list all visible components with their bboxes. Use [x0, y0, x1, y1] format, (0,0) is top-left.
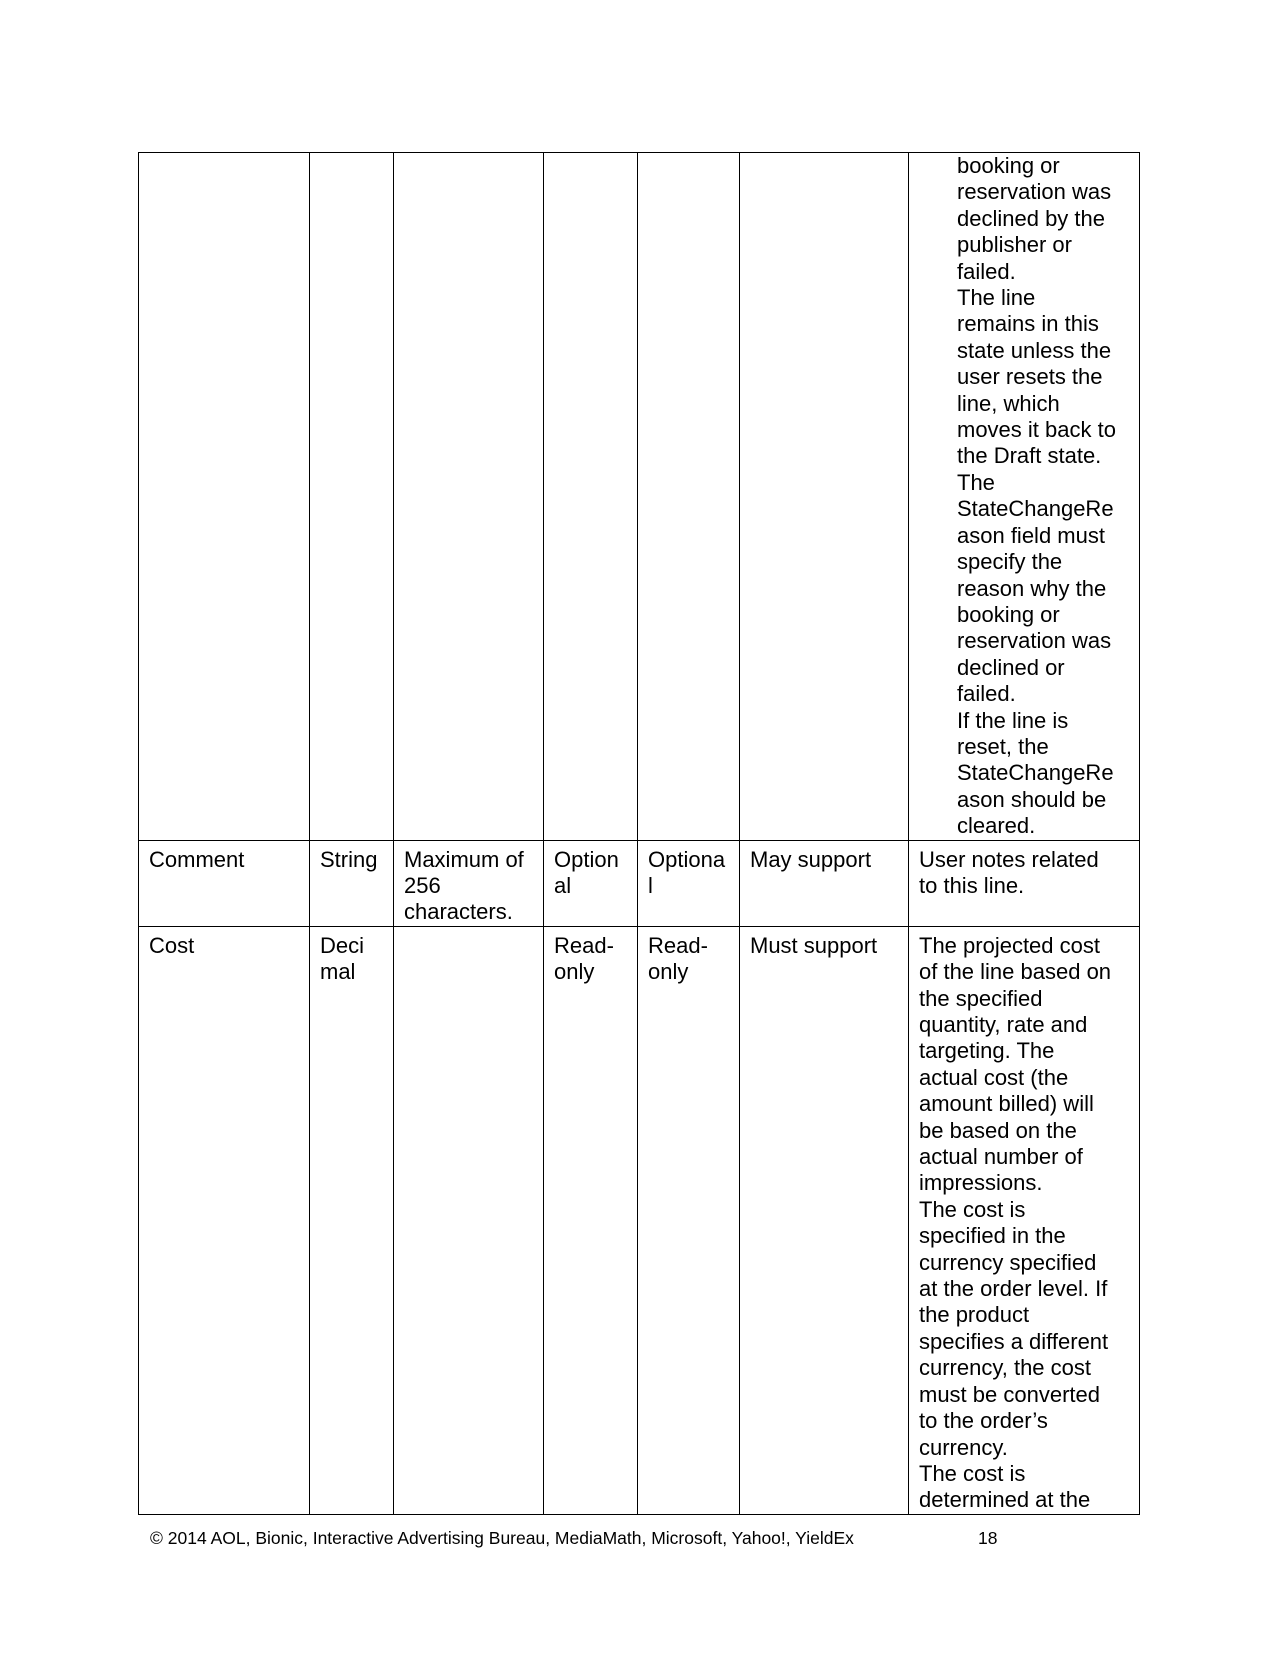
description-line: to this line. [919, 872, 1025, 898]
field-name: Cost [149, 932, 195, 958]
description-line: reservation was [957, 628, 1112, 654]
description-line: specified in the [919, 1223, 1066, 1249]
cell-type [310, 840, 394, 926]
description-line: The projected cost [919, 932, 1100, 958]
cell-col4 [544, 926, 638, 1514]
col5-line: l [648, 872, 653, 898]
description-line: declined or [957, 654, 1065, 680]
support-level: Must support [750, 932, 878, 958]
description-line: reservation was [957, 179, 1112, 205]
table-row-cost [139, 926, 1140, 1514]
description-line: be based on the [919, 1117, 1077, 1143]
description-line: The line [957, 285, 1036, 311]
description-line: the specified [919, 985, 1043, 1011]
description-line: User notes related [919, 846, 1099, 872]
description-line: quantity, rate and [919, 1012, 1088, 1037]
description-line: ason should be [957, 786, 1107, 812]
description-line: to the order’s [919, 1408, 1048, 1434]
col4-line: al [554, 872, 572, 898]
description-line: failed. [957, 681, 1016, 707]
description-line: actual cost (the [919, 1064, 1069, 1090]
cell-description [909, 926, 1140, 1514]
cell-field-name [139, 926, 310, 1514]
description-line: targeting. The [919, 1038, 1055, 1064]
col4-line: Read- [554, 932, 614, 958]
cell-field-name [139, 153, 310, 841]
constraint-line: Maximum of [404, 846, 524, 872]
description-line: at the order level. If [919, 1276, 1108, 1302]
cell-col4 [544, 840, 638, 926]
description-line: moves it back to [957, 417, 1116, 443]
description-line: booking or [957, 153, 1060, 178]
cell-col5 [638, 153, 740, 841]
description-line: currency specified [919, 1249, 1097, 1275]
col5-line: Read- [648, 932, 708, 958]
description-line: reset, the [957, 733, 1049, 759]
description-line: The cost is [919, 1196, 1026, 1222]
description-line: declined by the [957, 205, 1105, 231]
description-line: line, which [957, 390, 1060, 416]
support-level: May support [750, 846, 872, 872]
description-line: impressions. [919, 1170, 1043, 1196]
description-line: the Draft state. [957, 443, 1102, 469]
cell-col5 [638, 926, 740, 1514]
description-line: must be converted [919, 1381, 1100, 1407]
page-number: 18 [978, 1528, 998, 1548]
description-line: of the line based on [919, 959, 1112, 985]
field-spec-table [138, 152, 1140, 1515]
description-line: specify the [957, 549, 1063, 575]
description-line: cleared. [957, 813, 1036, 839]
cell-support [740, 840, 909, 926]
description-line: state unless the [957, 337, 1112, 363]
cell-constraints [394, 153, 544, 841]
description-line: the product [919, 1302, 1030, 1328]
description-line: The cost is [919, 1460, 1026, 1486]
description-line: specifies a different [919, 1328, 1109, 1354]
type-line: mal [320, 959, 356, 985]
constraint-line: 256 [404, 872, 441, 898]
col5-line: only [648, 959, 689, 985]
description-line: currency. [919, 1434, 1008, 1460]
table-row-continued [139, 153, 1140, 841]
cell-type [310, 153, 394, 841]
description-line: determined at the [919, 1487, 1091, 1513]
cell-type [310, 926, 394, 1514]
type-line: Deci [320, 932, 365, 958]
col4-line: only [554, 959, 595, 985]
description-line: remains in this [957, 311, 1099, 337]
field-name: Comment [149, 846, 245, 872]
cell-description [909, 840, 1140, 926]
constraint-line: characters. [404, 899, 513, 925]
cell-constraints [394, 926, 544, 1514]
footer-copyright: © 2014 AOL, Bionic, Interactive Advertising Bureau, MediaMath, Microsoft, Yahoo!, YieldEx [150, 1528, 854, 1548]
cell-support [740, 153, 909, 841]
description-line: If the line is [957, 707, 1069, 733]
cell-support [740, 926, 909, 1514]
col5-line: Optiona [648, 846, 726, 872]
description-line: StateChangeRe [957, 496, 1114, 522]
description-line: StateChangeRe [957, 760, 1114, 786]
description-line: ason field must [957, 522, 1105, 548]
table-row-comment [139, 840, 1140, 926]
description-line: actual number of [919, 1144, 1083, 1170]
description-line: reason why the [957, 575, 1107, 601]
description-line: failed. [957, 258, 1016, 284]
col4-line: Option [554, 846, 619, 872]
description-line: user resets the [957, 364, 1103, 390]
description-line: The [957, 469, 995, 495]
type-line: String [320, 846, 378, 872]
cell-field-name [139, 840, 310, 926]
cell-constraints [394, 840, 544, 926]
cell-col5 [638, 840, 740, 926]
description-line: amount billed) will [919, 1091, 1094, 1117]
cell-col4 [544, 153, 638, 841]
cell-description [909, 153, 1140, 841]
description-line: publisher or [957, 232, 1072, 258]
description-line: currency, the cost [919, 1355, 1091, 1381]
description-line: booking or [957, 601, 1060, 627]
